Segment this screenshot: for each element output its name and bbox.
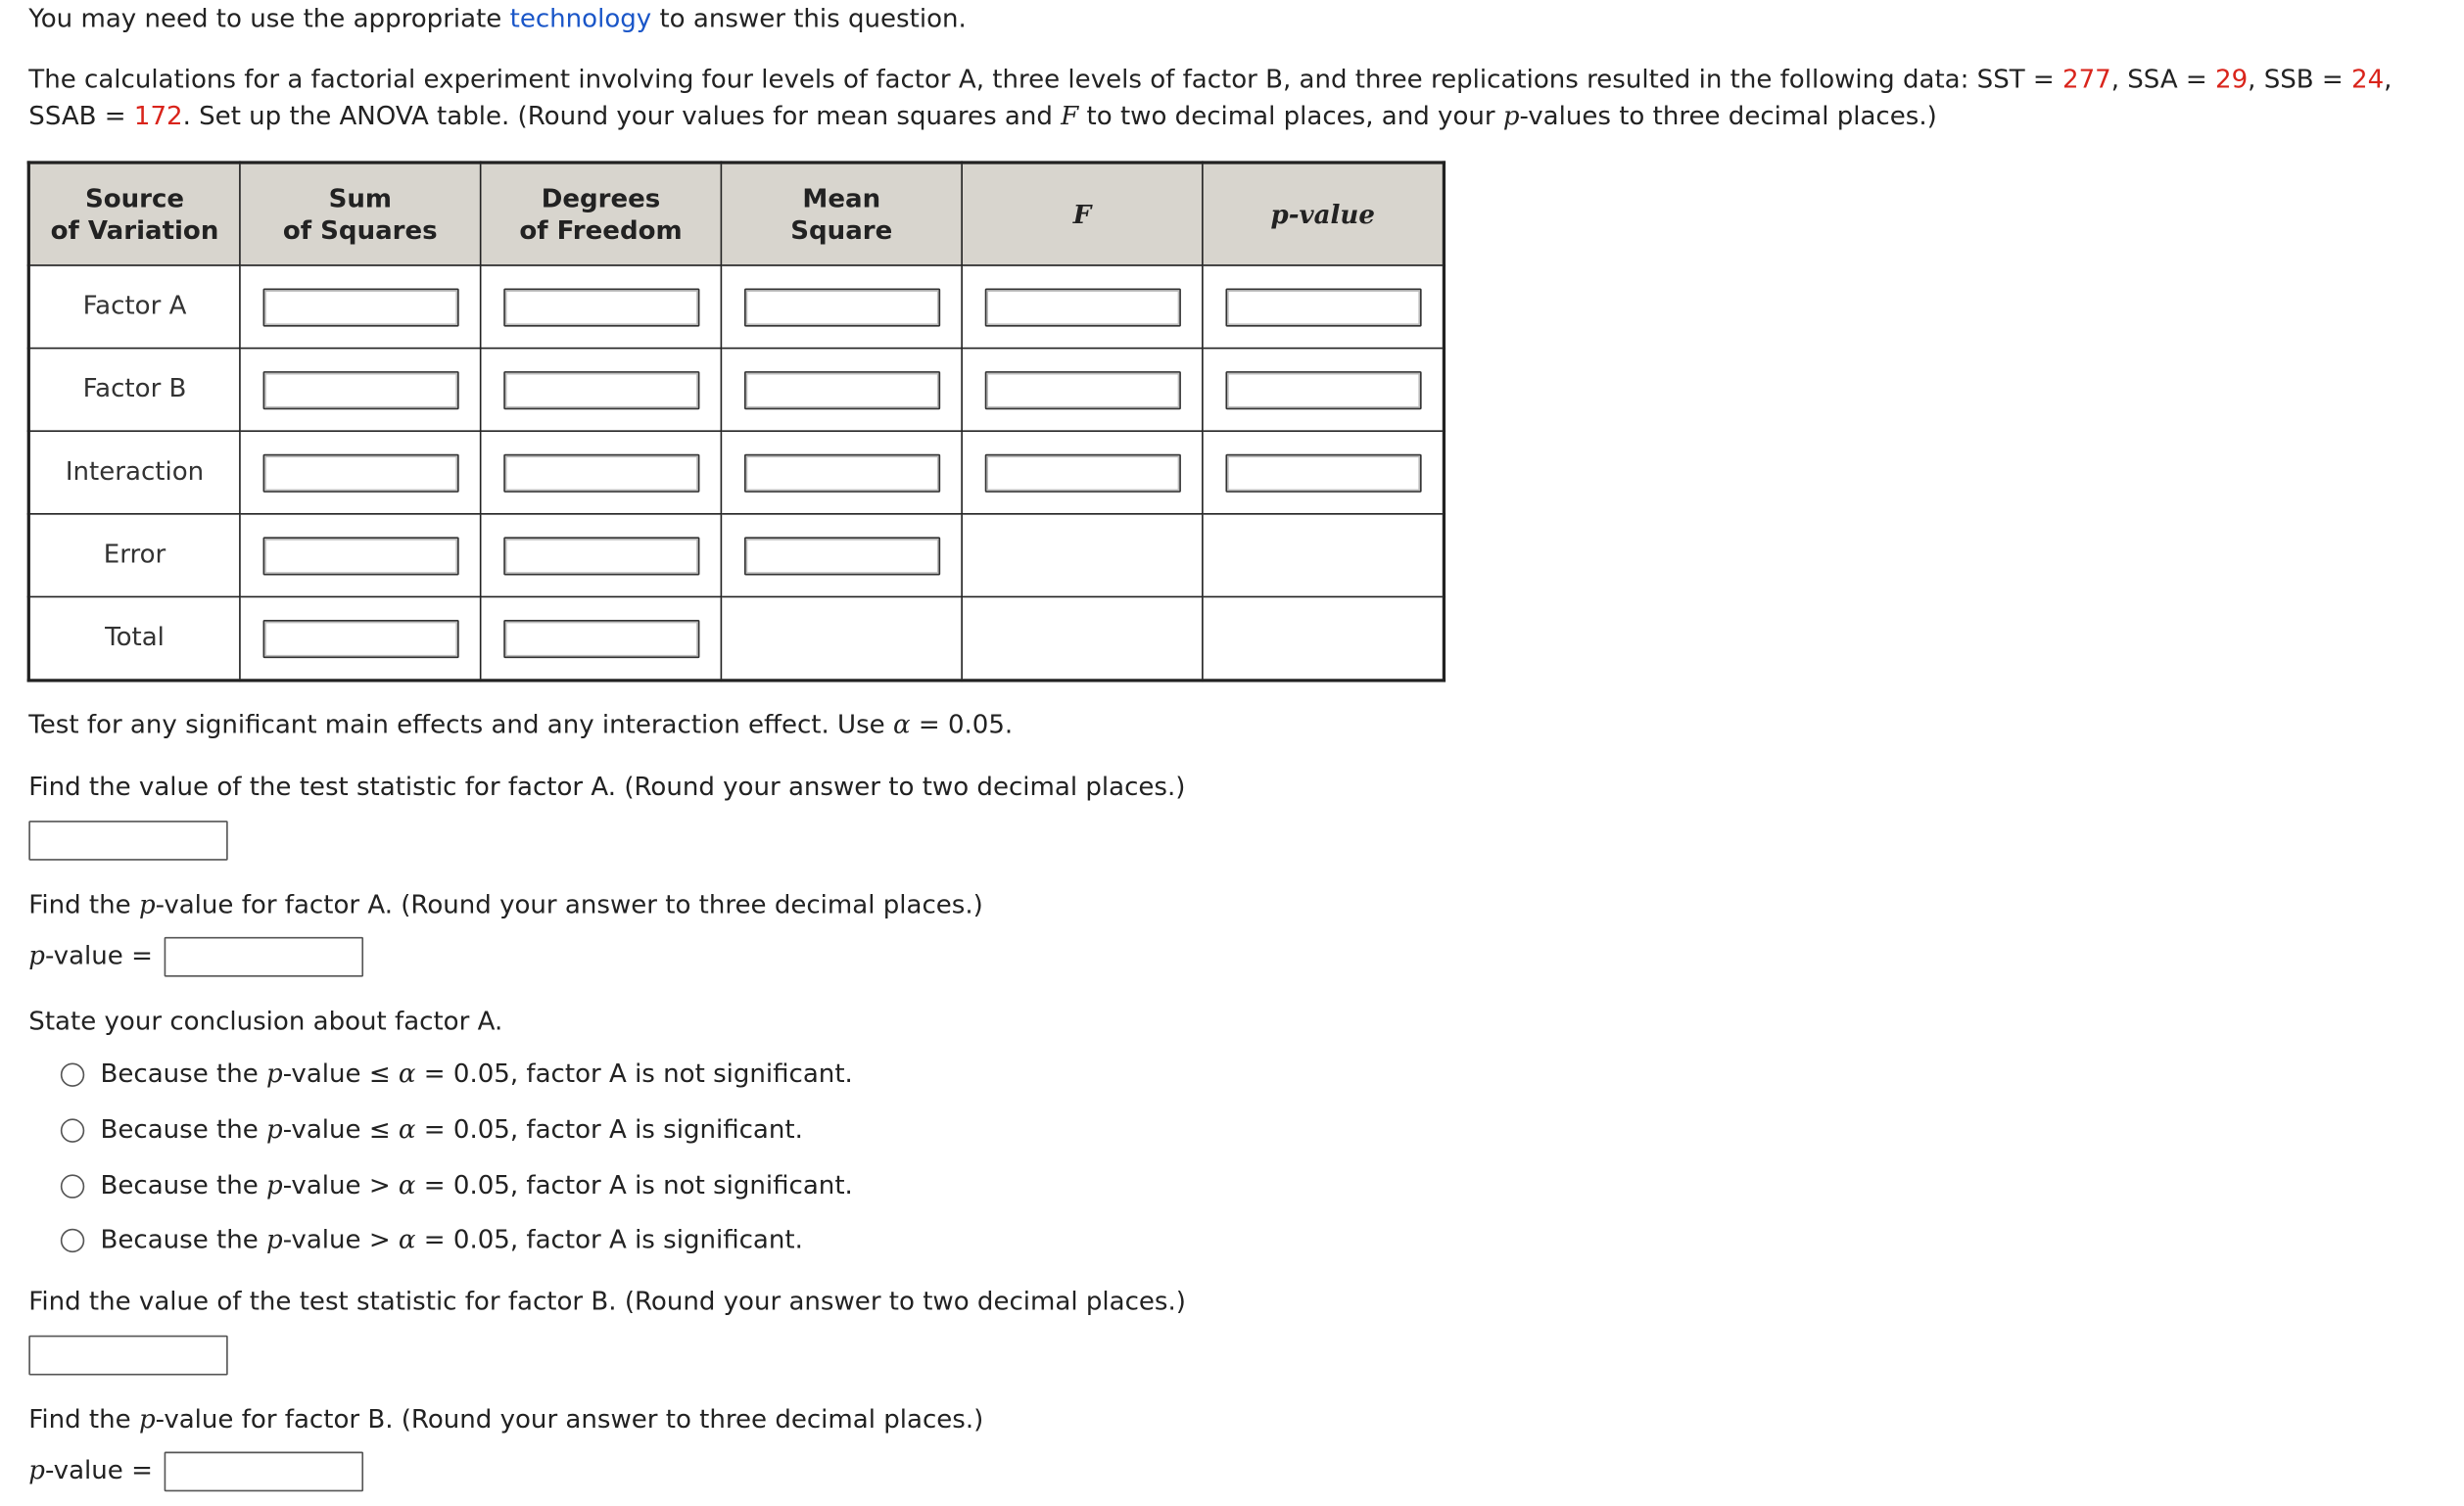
intro-prefix: You may need to use the appropriate	[28, 3, 510, 34]
factor-a-df-input[interactable]	[502, 288, 698, 326]
empty-cell	[721, 596, 962, 680]
option-label	[101, 1112, 803, 1148]
header-p-label: p-value	[1270, 199, 1375, 230]
cell	[240, 431, 481, 514]
cell	[721, 349, 962, 432]
cell	[721, 265, 962, 349]
p-symbol: p	[266, 1223, 283, 1254]
factor-b-ms-input[interactable]	[743, 370, 939, 408]
p-symbol: p	[266, 1113, 283, 1145]
question-p-factor-b	[28, 1402, 983, 1437]
cell	[481, 265, 722, 349]
header-df-l2: of Freedom	[519, 213, 683, 245]
cell	[481, 349, 722, 432]
error-ms-input[interactable]	[743, 537, 939, 575]
option-mid: -value >	[282, 1169, 399, 1200]
option-post: = 0.05, factor A is not significant.	[415, 1169, 853, 1200]
option-pre: Because the	[100, 1058, 267, 1089]
row-label: Interaction	[28, 431, 240, 514]
row-factor-b	[28, 349, 1444, 432]
cell	[1203, 349, 1445, 432]
header-f-label: F	[1072, 199, 1092, 230]
sst-value: 277	[2062, 64, 2111, 95]
option-pre: Because the	[100, 1223, 267, 1254]
option-3[interactable]	[61, 1168, 853, 1203]
interaction-ss-input[interactable]	[262, 453, 458, 492]
cell	[962, 349, 1203, 432]
option-label	[101, 1222, 803, 1257]
radio-button[interactable]	[61, 1062, 84, 1086]
factor-a-p-input[interactable]	[1225, 288, 1421, 326]
cell	[240, 349, 481, 432]
ssa-label: , SSA =	[2110, 64, 2216, 95]
header-mean-square	[721, 163, 962, 265]
row-label: Error	[28, 514, 240, 597]
header-source	[28, 163, 240, 265]
option-mid: -value ≤	[282, 1058, 399, 1089]
interaction-p-input[interactable]	[1225, 453, 1421, 492]
cell	[1203, 431, 1445, 514]
option-post: = 0.05, factor A is significant.	[415, 1113, 803, 1145]
option-mid: -value ≤	[282, 1113, 399, 1145]
p-value-label-rest: -value =	[44, 940, 153, 971]
q-pa-prefix: Find the	[28, 889, 139, 920]
ssab-label: SSAB =	[28, 100, 134, 131]
intro-text	[28, 2, 966, 37]
question-p-factor-a	[28, 887, 983, 922]
row-interaction	[28, 431, 1444, 514]
p-value-label-rest: -value =	[44, 1454, 153, 1485]
p-symbol: p	[28, 1454, 45, 1485]
option-1[interactable]	[61, 1057, 853, 1092]
interaction-df-input[interactable]	[502, 453, 698, 492]
radio-button[interactable]	[61, 1174, 84, 1198]
total-df-input[interactable]	[502, 619, 698, 657]
alpha-symbol: α	[398, 1169, 416, 1200]
cell	[1203, 265, 1445, 349]
row-label: Factor B	[28, 349, 240, 432]
problem-text-4: -values to three decimal places.)	[1519, 100, 1937, 131]
cell	[481, 514, 722, 597]
header-source-l1: Source	[84, 183, 185, 214]
empty-cell	[962, 514, 1203, 597]
alpha-symbol: α	[398, 1223, 416, 1254]
test-prefix: Test for any significant main effects and any interaction effect. Use	[28, 709, 893, 740]
radio-button[interactable]	[61, 1228, 84, 1251]
intro-suffix: to answer this question.	[651, 3, 967, 34]
header-ss-l2: of Squares	[282, 213, 438, 245]
question-f-factor-a: Find the value of the test statistic for factor A. (Round your answer to two decimal places.)	[28, 771, 1186, 802]
cell	[962, 431, 1203, 514]
option-post: = 0.05, factor A is significant.	[415, 1223, 803, 1254]
option-label	[101, 1057, 853, 1092]
p-value-label-b	[28, 1453, 153, 1488]
error-ss-input[interactable]	[262, 537, 458, 575]
row-total	[28, 596, 1444, 680]
cell	[962, 265, 1203, 349]
cell	[481, 596, 722, 680]
error-df-input[interactable]	[502, 537, 698, 575]
cell	[721, 514, 962, 597]
cell	[481, 431, 722, 514]
q-pb-suffix: -value for factor B. (Round your answer to three decimal places.)	[155, 1403, 984, 1435]
test-instruction	[28, 708, 1013, 743]
option-pre: Because the	[100, 1169, 267, 1200]
f-factor-b-input[interactable]	[28, 1336, 227, 1376]
total-ss-input[interactable]	[262, 619, 458, 657]
technology-link[interactable]: technology	[509, 3, 652, 34]
header-degrees-of-freedom	[481, 163, 722, 265]
problem-text-2: . Set up the ANOVA table. (Round your values for mean squares and	[182, 100, 1062, 131]
header-ms-l2: Square	[790, 213, 893, 245]
p-symbol: p	[266, 1169, 283, 1200]
factor-b-ss-input[interactable]	[262, 370, 458, 408]
interaction-f-input[interactable]	[984, 453, 1180, 492]
conclusion-prompt: State your conclusion about factor A.	[28, 1005, 503, 1036]
p-value-factor-b-input[interactable]	[165, 1452, 363, 1492]
p-symbol: p	[138, 889, 156, 920]
f-factor-a-input[interactable]	[28, 821, 227, 861]
header-ms-l1: Mean	[802, 183, 881, 214]
p-symbol: p	[266, 1058, 283, 1089]
empty-cell	[1203, 596, 1445, 680]
factor-a-f-input[interactable]	[984, 288, 1180, 326]
q-pa-suffix: -value for factor A. (Round your answer to three decimal places.)	[155, 889, 983, 920]
header-sum-of-squares	[240, 163, 481, 265]
question-f-factor-b: Find the value of the test statistic for factor B. (Round your answer to two decimal places.)	[28, 1286, 1186, 1317]
alpha-symbol: α	[892, 709, 911, 740]
row-label: Total	[28, 596, 240, 680]
q-pb-prefix: Find the	[28, 1403, 139, 1435]
p-symbol: p	[1502, 100, 1520, 131]
radio-button[interactable]	[61, 1118, 84, 1142]
option-label	[101, 1168, 853, 1203]
ssb-value: 24	[2351, 64, 2385, 95]
cell	[240, 265, 481, 349]
option-mid: -value >	[282, 1223, 399, 1254]
header-p-value	[1203, 163, 1445, 265]
problem-line-1	[28, 62, 2392, 97]
header-ss-l1: Sum	[328, 183, 393, 214]
p-symbol: p	[28, 940, 45, 971]
alpha-symbol: α	[398, 1113, 416, 1145]
ssab-value: 172	[133, 100, 183, 131]
p-value-factor-a-input[interactable]	[165, 937, 363, 977]
header-df-l1: Degrees	[541, 183, 661, 214]
p-symbol: p	[138, 1403, 156, 1435]
problem-line-2	[28, 99, 1936, 134]
factor-a-ss-input[interactable]	[262, 288, 458, 326]
interaction-ms-input[interactable]	[743, 453, 939, 492]
factor-b-f-input[interactable]	[984, 370, 1180, 408]
ssb-label: , SSB =	[2248, 64, 2351, 95]
cell	[240, 514, 481, 597]
alpha-symbol: α	[398, 1058, 416, 1089]
anova-table	[27, 161, 1445, 682]
test-suffix: = 0.05.	[910, 709, 1014, 740]
empty-cell	[1203, 514, 1445, 597]
option-post: = 0.05, factor A is not significant.	[415, 1058, 853, 1089]
header-f	[962, 163, 1203, 265]
factor-b-df-input[interactable]	[502, 370, 698, 408]
comma: ,	[2384, 64, 2393, 95]
problem-text-1: The calculations for a factorial experiment involving four levels of factor A, three levels of factor B, and three replications resulted in the following data: SST =	[28, 64, 2063, 95]
option-2[interactable]	[61, 1112, 803, 1148]
row-label: Factor A	[28, 265, 240, 349]
p-value-label-a	[28, 939, 153, 974]
ssa-value: 29	[2215, 64, 2249, 95]
empty-cell	[962, 596, 1203, 680]
row-factor-a	[28, 265, 1444, 349]
header-source-l2: of Variation	[50, 213, 219, 245]
factor-b-p-input[interactable]	[1225, 370, 1421, 408]
cell	[240, 596, 481, 680]
factor-a-ms-input[interactable]	[743, 288, 939, 326]
f-symbol: F	[1061, 100, 1079, 131]
cell	[721, 431, 962, 514]
option-pre: Because the	[100, 1113, 267, 1145]
problem-text-3: to two decimal places, and your	[1078, 100, 1503, 131]
row-error	[28, 514, 1444, 597]
anova-header-row	[28, 163, 1444, 265]
option-4[interactable]	[61, 1222, 803, 1257]
